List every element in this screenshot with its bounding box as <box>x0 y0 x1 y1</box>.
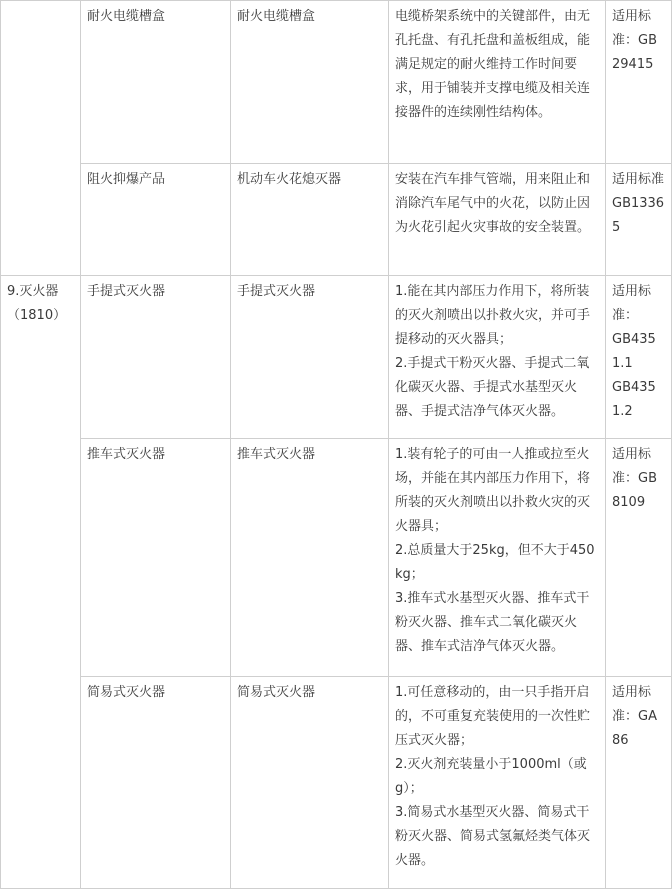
product-description-cell: 安装在汽车排气管端，用来阻止和消除汽车尾气中的火花，以防止因为火花引起火灾事故的安全装置。 <box>389 164 606 276</box>
table-row <box>1 677 672 889</box>
description-line: 2.手提式干粉灭火器、手提式二氧化碳灭火器、手提式水基型灭火器、手提式洁净气体灭火器。 <box>395 356 590 419</box>
product-category-cell: 推车式灭火器 <box>81 439 231 677</box>
applicable-standard-cell: 适用标准：GB29415 <box>606 1 672 164</box>
product-description-cell <box>389 439 606 677</box>
product-description-cell <box>389 677 606 889</box>
category-cell: 9.灭火器（1810） <box>1 276 81 889</box>
product-category-cell: 手提式灭火器 <box>81 276 231 439</box>
applicable-standard-cell <box>606 276 672 439</box>
description-line: 2.灭火剂充装量小于1000ml（或g）； <box>395 757 587 796</box>
product-name-cell: 推车式灭火器 <box>231 439 389 677</box>
description-line: 2.总质量大于25kg，但不大于450kg； <box>395 543 595 582</box>
product-name-cell: 手提式灭火器 <box>231 276 389 439</box>
standard-line: 适用标准： <box>612 284 652 323</box>
description-line: 1.装有轮子的可由一人推或拉至火场，并能在其内部压力作用下，将所装的灭火剂喷出以扑救火灾的灭火器具； <box>395 447 591 534</box>
description-line: 1.可任意移动的，由一只手指开启的，不可重复充装使用的一次性贮压式灭火器； <box>395 685 591 748</box>
product-category-cell: 简易式灭火器 <box>81 677 231 889</box>
description-line: 3.推车式水基型灭火器、推车式干粉灭火器、推车式二氧化碳灭火器、推车式洁净气体灭火器。 <box>395 591 590 654</box>
table-row <box>1 439 672 677</box>
table-row <box>1 276 672 439</box>
description-line: 1.能在其内部压力作用下，将所装的灭火剂喷出以扑救火灾，并可手提移动的灭火器具； <box>395 284 591 347</box>
applicable-standard-cell: 适用标准GB13365 <box>606 164 672 276</box>
product-name-cell: 耐火电缆槽盒 <box>231 1 389 164</box>
applicable-standard-cell: 适用标准：GB8109 <box>606 439 672 677</box>
category-cell-empty <box>1 1 81 276</box>
table-row <box>1 164 672 276</box>
product-category-cell: 阻火抑爆产品 <box>81 164 231 276</box>
product-category-cell: 耐火电缆槽盒 <box>81 1 231 164</box>
description-line: 3.简易式水基型灭火器、简易式干粉灭火器、简易式氢氟烃类气体灭火器。 <box>395 805 591 868</box>
product-name-cell: 简易式灭火器 <box>231 677 389 889</box>
table-row <box>1 1 672 164</box>
product-name-cell: 机动车火花熄灭器 <box>231 164 389 276</box>
standard-line: GB4351.1 <box>612 332 656 371</box>
applicable-standard-cell: 适用标准：GA86 <box>606 677 672 889</box>
product-description-cell: 电缆桥架系统中的关键部件，由无孔托盘、有孔托盘和盖板组成，能满足规定的耐火维持工作时间要求，用于铺装并支撑电缆及相关连接器件的连续刚性结构体。 <box>389 1 606 164</box>
product-description-cell <box>389 276 606 439</box>
standard-line: GB4351.2 <box>612 380 656 419</box>
